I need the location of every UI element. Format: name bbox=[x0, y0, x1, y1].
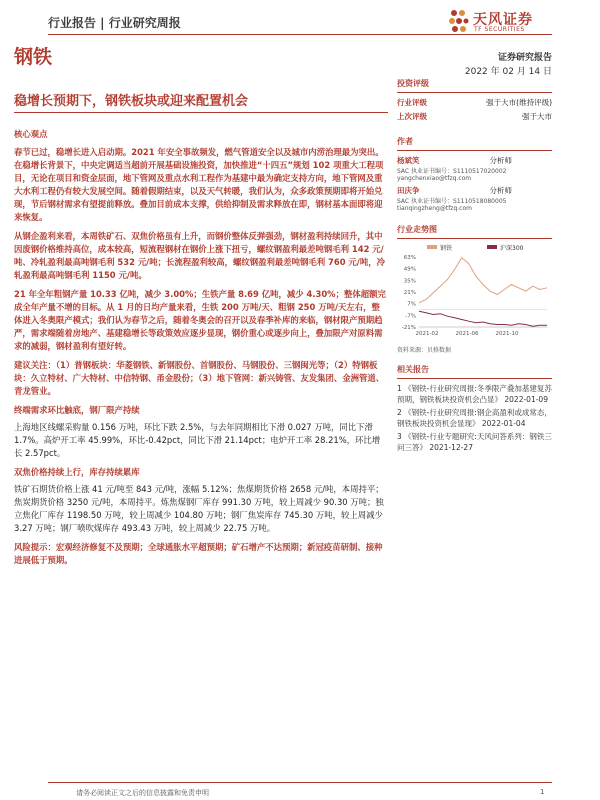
rating-value: 强于大市(维持评级) bbox=[486, 98, 552, 107]
prev-rating-row bbox=[397, 111, 552, 122]
related-item[interactable]: 1 《钢铁-行业研究周报:冬季限产叠加基建复苏预期，钢铁板块投资机会凸显》 2022-01-09 bbox=[397, 384, 552, 404]
prev-rating-label: 上次评级 bbox=[397, 112, 427, 121]
authors-divider bbox=[397, 150, 552, 151]
risk-warning: 风险提示：宏观经济修复不及预期；全球通胀水平超预期；矿石增产不达预期；新冠疫苗研制、接种进展低于预期。 bbox=[14, 542, 383, 565]
logo-text-cn: 天风证券 bbox=[473, 12, 533, 28]
y-tick-label: 7% bbox=[407, 301, 416, 308]
x-tick-label: 2021-06 bbox=[455, 331, 479, 337]
footer-divider bbox=[48, 782, 552, 783]
author-1 bbox=[397, 155, 552, 182]
rating-divider bbox=[397, 92, 552, 93]
rating-label: 行业评级 bbox=[397, 98, 427, 107]
y-tick-label: -21% bbox=[401, 325, 416, 331]
series-line bbox=[419, 258, 547, 303]
rating-heading: 投资评级 bbox=[397, 79, 429, 88]
related-item[interactable]: 3 《钢铁-行业专题研究:天风问答系列：钢铁三问三答》 2021-12-27 bbox=[397, 432, 552, 452]
report-category: 行业报告 | 行业研究周报 bbox=[48, 16, 181, 30]
related-divider bbox=[397, 378, 552, 379]
report-title: 稳增长预期下，钢铁板块或迎来配置机会 bbox=[14, 94, 249, 109]
related-heading: 相关报告 bbox=[397, 365, 429, 374]
paragraph-2: 从钢企盈利来看，本周铁矿石、双焦价格虽有上升，而钢价整体反弹强劲，钢材盈利持续回升，其中因废钢价格维持高位，成本较高，短流程钢材在钢价上涨下扭亏，螺纹钢盈利最差吨钢毛利 142 元/吨、冷轧盈利最高吨钢毛利 532 元/吨；长流程盈利较高，螺纹钢盈利最差吨钢毛利 760 元/吨，冷轧盈利最高吨钢毛利 1150 元/吨。 bbox=[14, 231, 385, 280]
trend-heading: 行业走势图 bbox=[397, 225, 437, 234]
legend-swatch bbox=[427, 245, 437, 249]
y-tick-label: 35% bbox=[403, 278, 416, 285]
related-list bbox=[397, 383, 552, 453]
logo-text-en: TF SECURITIES bbox=[474, 26, 525, 33]
section-2-text: 铁矿石期货价格上涨 41 元/吨至 843 元/吨，涨幅 5.12%；焦煤期货价格 2658 元/吨，本周持平；焦炭期货价格 3250 元/吨，本周持平。炼焦煤钢厂库存 991.30 万吨，较上周减少 90.30 万吨；独立焦化厂库存 1198.50 万吨，较上周减少 104.80 万吨；钢厂焦炭库存 745.30 万吨，较上周减少 3.27 万吨；钢厂喷吹煤库存 493.43 万吨，较上周减少 22.75 万吨。 bbox=[14, 484, 384, 533]
author-name: 杨斌笑 bbox=[397, 156, 420, 165]
authors-heading: 作者 bbox=[397, 137, 413, 146]
side-column bbox=[397, 78, 552, 453]
author-role: 分析师 bbox=[489, 186, 512, 195]
y-tick-label: 49% bbox=[403, 266, 416, 273]
prev-rating-value: 强于大市 bbox=[522, 112, 552, 121]
paragraph-3: 21 年全年粗钢产量 10.33 亿吨，减少 3.00%；生铁产量 8.69 亿吨，减少 4.30%；整体超额完成全年产量不增的目标。从 1 月的日均产量来看，生铁 200 万吨/天、粗钢 250 万吨/天左右，整体进入冬奥限产模式；我们认为春节之后，随着冬奥会的召开以及春季补库的来临，钢材限产预期趋严，需求端随着房地产、基建稳增长等政策效应逐步显现，钢价重心或逐步向上，叠加限产对原料需求的减弱，钢材盈利有望好转。 bbox=[14, 289, 386, 351]
logo bbox=[447, 6, 557, 36]
author-cert: SAC 执业证书编号：S1110517020002 bbox=[397, 168, 507, 175]
footer-disclaimer: 请务必阅读正文之后的信息披露和免责申明 bbox=[76, 789, 209, 797]
paragraph-4: 建议关注：（1）普钢板块：华菱钢铁、新钢股份、首钢股份、马钢股份、三钢闽光等；（2）特钢板块：久立特材、广大特材、中信特钢、甬金股份；（3）地下管网：新兴铸管、友发集团、金洲管道、青龙管业。 bbox=[14, 360, 385, 396]
section-1-heading: 终端需求环比触底，钢厂限产持续 bbox=[14, 405, 140, 415]
author-role: 分析师 bbox=[489, 156, 512, 165]
report-date: 2022 年 02 月 14 日 bbox=[464, 67, 552, 77]
sector-title: 钢铁 bbox=[14, 46, 53, 68]
logo-icon bbox=[447, 8, 469, 34]
trend-chart bbox=[397, 241, 552, 341]
section-2-heading: 双焦价格持续上行，库存持续累库 bbox=[14, 467, 140, 477]
main-column bbox=[14, 128, 388, 567]
y-tick-label: -7% bbox=[405, 313, 416, 320]
section-1-text: 上海地区线螺采购量 0.156 万吨，环比下跌 2.5%，与去年同期相比下滑 0.027 万吨，同比下滑 1.7%。高炉开工率 45.99%，环比-0.42pct，同比下滑 21.14pct；电炉开工率 28.21%，环比增长 2.57pct。 bbox=[14, 422, 381, 458]
x-tick-label: 2021-10 bbox=[495, 331, 519, 337]
core-heading: 核心观点 bbox=[14, 129, 48, 139]
author-email[interactable]: yangchenxiao@tfzq.com bbox=[397, 175, 472, 182]
series-line bbox=[419, 311, 547, 326]
x-tick-label: 2021-02 bbox=[415, 331, 439, 337]
report-type: 证券研究报告 bbox=[497, 53, 552, 63]
legend-label: 钢铁 bbox=[440, 245, 453, 252]
trend-divider bbox=[397, 238, 552, 239]
author-2 bbox=[397, 185, 552, 212]
paragraph-1: 春节已过，稳增长进入启动期。2021 年安全事故频发，燃气管道安全以及城市内涝治理最为突出。在稳增长背景下，中央定调适当超前开展基础设施投资，加快推进“十四五”规划 102 项重大工程项目，无论在项目和资金层面，地下管网及重点水利工程作为基建中最为确定支持方向，地下管网及重大水利工程仍有较大发展空间。随着假期结束，以及天气转暖，我们认为，众多政策预期即将开始兑现，节后钢材需求有望提前释放。叠加目前成本支撑，供给抑制及需求释放在即，钢材基本面即将迎来恢复。 bbox=[14, 147, 384, 222]
author-name: 田庆争 bbox=[397, 186, 420, 195]
author-cert: SAC 执业证书编号：S1110518080005 bbox=[397, 198, 507, 205]
y-tick-label: 63% bbox=[403, 255, 416, 261]
title-divider bbox=[14, 112, 388, 113]
rating-row bbox=[397, 97, 552, 108]
chart-source: 资料来源：贝格数据 bbox=[397, 347, 452, 354]
legend-label: 沪深300 bbox=[500, 245, 524, 252]
related-item[interactable]: 2 《钢铁-行业研究周报:钢企高盈利或成常态，钢铁板块投资机会显现》 2022-01-04 bbox=[397, 408, 552, 428]
author-email[interactable]: tianqingzheng@tfzq.com bbox=[397, 205, 472, 212]
legend-swatch bbox=[487, 245, 497, 249]
page-number: 1 bbox=[540, 788, 545, 796]
y-tick-label: 21% bbox=[403, 290, 416, 296]
